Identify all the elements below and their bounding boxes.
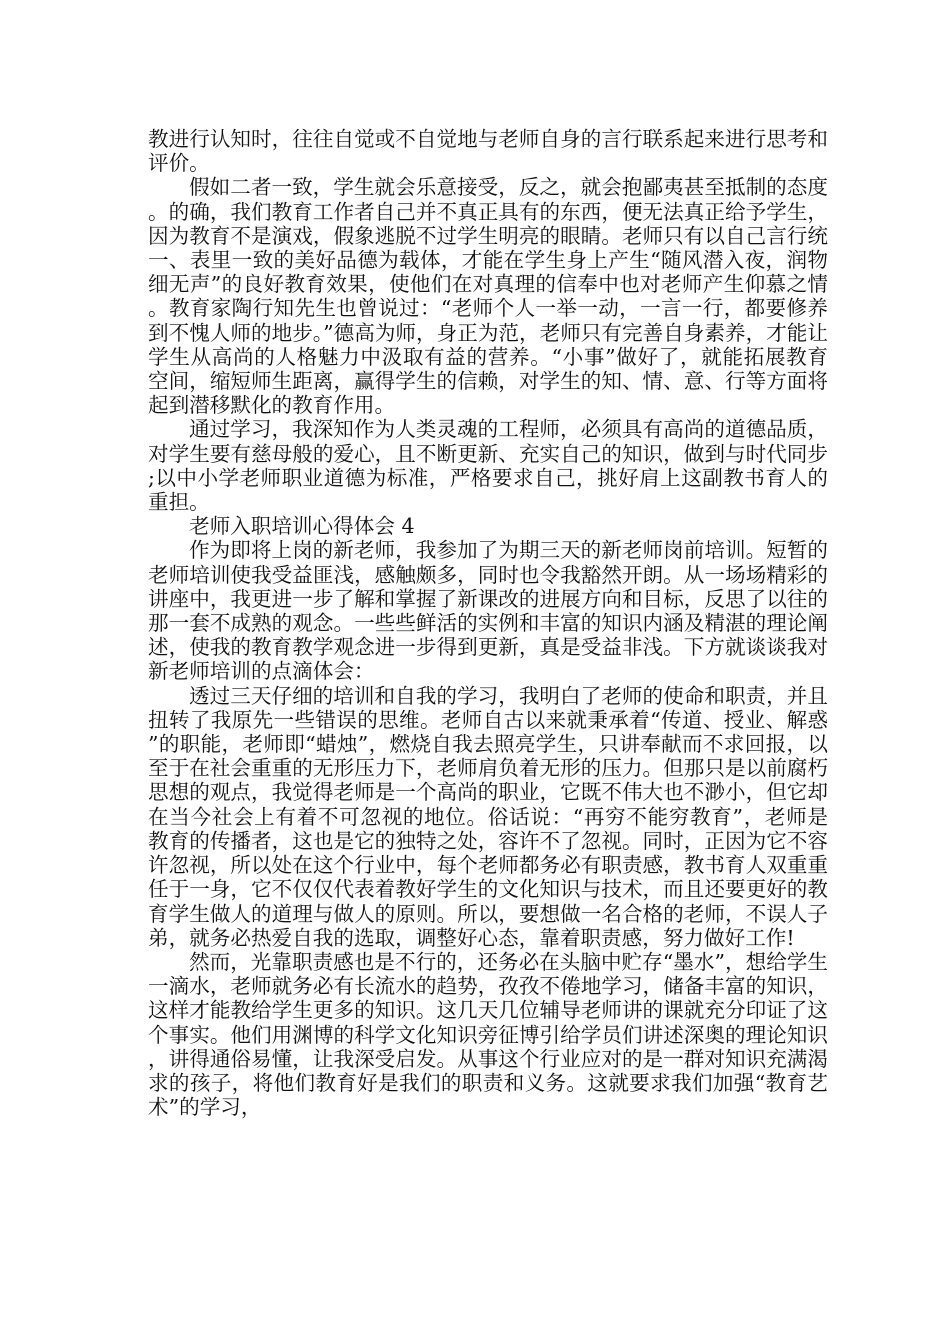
- body-paragraph: 假如二者一致，学生就会乐意接受，反之，就会抱鄙夷甚至抵制的态度。的确，我们教育工作者自己并不真正具有的东西，便无法真正给予学生，因为教育不是演戏，假象逃脱不过学生明亮的眼睛。老师只有以自己言行统一、表里一致的美好品德为载体，才能在学生身上产生“随风潜入夜，润物细无声”的良好教育效果，使他们在对真理的信奉中也对老师产生仰慕之情。教育家陶行知先生也曾说过：“老师个人一举一动，一言一行，都要修养到不愧人师的地步。”德高为师，身正为范，老师只有完善自身素养，才能让学生从高尚的人格魅力中汲取有益的营养。“小事”做好了，就能拓展教育空间，缩短师生距离，赢得学生的信赖，对学生的知、情、意、行等方面将起到潜移默化的教育作用。: [148, 175, 828, 418]
- body-paragraph: 作为即将上岗的新老师，我参加了为期三天的新老师岗前培训。短暂的老师培训使我受益匪浅，感触颇多，同时也令我豁然开朗。从一场场精彩的讲座中，我更进一步了解和掌握了新课改的进展方向和目标，反思了以往的那一套不成熟的观念。一些些鲜活的实例和丰富的知识内涵及精湛的理论阐述，使我的教育教学观念进一步得到更新，真是受益非浅。下方就谈谈我对新老师培训的点滴体会：: [148, 538, 828, 684]
- continuation-paragraph: 教进行认知时，往往自觉或不自觉地与老师自身的言行联系起来进行思考和评价。: [148, 127, 828, 176]
- body-paragraph: 然而，光靠职责感也是不行的，还务必在头脑中贮存“墨水”，想给学生一滴水，老师就务必有长流水的趋势，孜孜不倦地学习，储备丰富的知识，这样才能教给学生更多的知识。这几天几位辅导老师讲的课就充分印证了这个事实。他们用渊博的科学文化知识旁征博引给学员们讲述深奥的理论知识，讲得通俗易懂，让我深受启发。从事这个行业应对的是一群对知识充满渴求的孩子，将他们教育好是我们的职责和义务。这就要求我们加强“教育艺术”的学习，: [148, 949, 828, 1120]
- body-paragraph: 通过学习，我深知作为人类灵魂的工程师，必须具有高尚的道德品质，对学生要有慈母般的爱心，且不断更新、充实自己的知识，做到与时代同步;以中小学老师职业道德为标准，严格要求自己，挑好肩上这副教书育人的重担。: [148, 417, 828, 515]
- body-paragraph: 透过三天仔细的培训和自我的学习，我明白了老师的使命和职责，并且扭转了我原先一些错误的思维。老师自古以来就秉承着“传道、授业、解惑”的职能，老师即“蜡烛”，燃烧自我去照亮学生，只讲奉献而不求回报，以至于在社会重重的无形压力下，老师肩负着无形的压力。但那只是以前腐朽思想的观点，我觉得老师是一个高尚的职业，它既不伟大也不渺小，但它却在当今社会上有着不可忽视的地位。俗话说：“再穷不能穷教育”，老师是教育的传播者，这也是它的独特之处，容许不了忽视。同时，正因为它不容许忽视，所以处在这个行业中，每个老师都务必有职责感，教书育人双重重任于一身，它不仅仅代表着教好学生的文化知识与技术，而且还要更好的教育学生做人的道理与做人的原则。所以，要想做一名合格的老师，不误人子弟，就务必热爱自我的选取，调整好心态，靠着职责感，努力做好工作!: [148, 683, 828, 950]
- section-heading: 老师入职培训心得体会 4: [189, 514, 415, 539]
- document-body: [148, 127, 828, 1119]
